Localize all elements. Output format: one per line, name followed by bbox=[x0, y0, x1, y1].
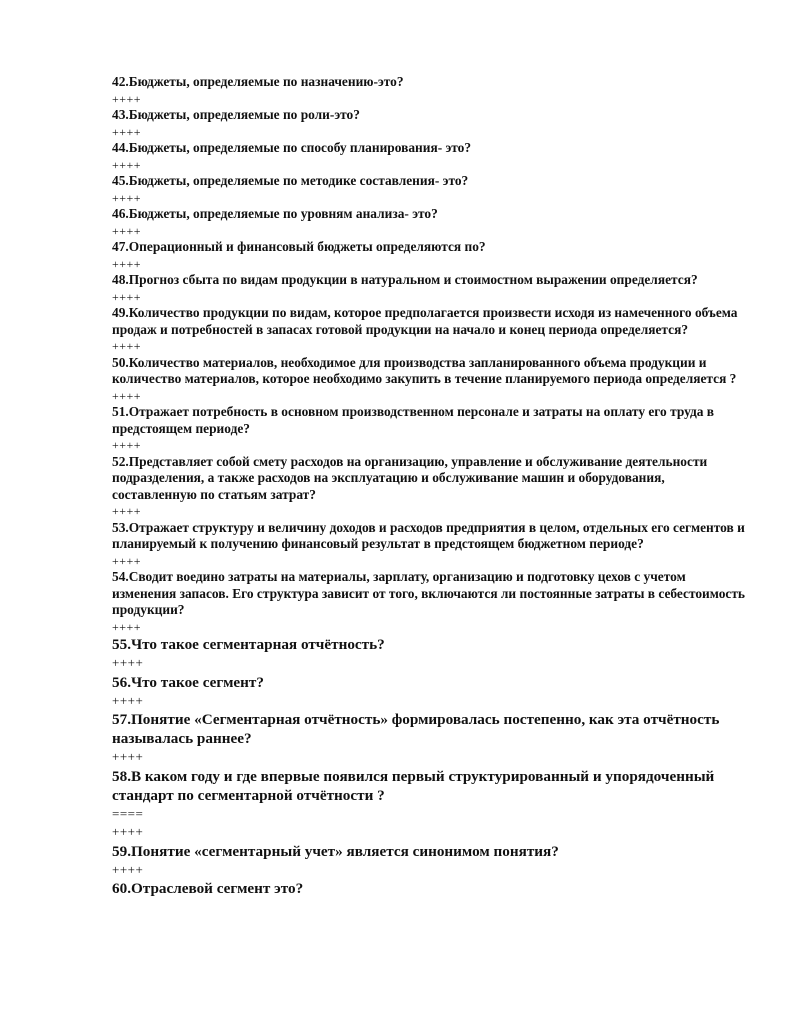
answer-marker: ++++ bbox=[112, 619, 142, 634]
answer-marker: ++++ bbox=[112, 692, 144, 708]
answer-marker: ++++ bbox=[112, 339, 142, 353]
question-60: 60.Отраслевой сегмент это? bbox=[112, 880, 304, 897]
answer-marker: ++++ bbox=[112, 824, 144, 839]
question-55: 55.Что такое сегментарная отчётность? bbox=[112, 636, 385, 653]
question-43: 43.Бюджеты, определяемые по роли-это? bbox=[112, 107, 360, 122]
question-53: 53.Отражает структуру и величину доходов и расходов предприятия в целом, отдельных его сегментов и планируемый к получению финансовый результат в предстоящем бюджетном периоде? bbox=[112, 519, 745, 551]
question-42: 42.Бюджеты, определяемые по назначению-это? bbox=[112, 74, 404, 89]
question-58: 58.В каком году и где впервые появился первый структурированный и упорядоченный стандарт по сегментарной отчётности ? bbox=[112, 767, 715, 804]
answer-marker: ++++ bbox=[112, 157, 142, 172]
answer-marker: ++++ bbox=[112, 861, 144, 877]
question-49: 49.Количество продукции по видам, которое предполагается произвести исходя из намеченного объема продаж и потребностей в запасах готовой продукции на начало и конец периода определяется? bbox=[112, 305, 738, 337]
question-52: 52.Представляет собой смету расходов на организацию, управление и обслуживание деятельности подразделения, а также расходов на эксплуатацию и обслуживание машин и оборудования, составленную по статьям затрат? bbox=[112, 453, 708, 502]
question-54: 54.Сводит воедино затраты на материалы, зарплату, организацию и подготовку цехов с учетом изменения запасов. Его структура зависит от того, включаются ли постоянные затраты в себестоимость продукции? bbox=[112, 569, 746, 617]
question-44: 44.Бюджеты, определяемые по способу планирования- это? bbox=[112, 140, 472, 155]
answer-marker: ++++ bbox=[112, 504, 142, 518]
answer-marker: ++++ bbox=[112, 289, 142, 304]
answer-marker: ++++ bbox=[112, 388, 142, 403]
answer-marker: ++++ bbox=[112, 190, 142, 205]
answer-marker: ++++ bbox=[112, 553, 142, 568]
answer-marker: ++++ bbox=[112, 749, 144, 764]
answer-marker: ++++ bbox=[112, 124, 142, 139]
answer-marker: ++++ bbox=[112, 655, 144, 670]
separator-marker: ==== bbox=[112, 805, 144, 821]
question-45: 45.Бюджеты, определяемые по методике составления- это? bbox=[112, 173, 469, 188]
question-50: 50.Количество материалов, необходимое для производства запланированного объема продукции и количество материалов, которое необходимо закупить в течение планируемого периода определяется ? bbox=[112, 354, 737, 386]
question-48: 48.Прогноз сбыта по видам продукции в натуральном и стоимостном выражении определяется? bbox=[112, 272, 698, 287]
question-47: 47.Операционный и финансовый бюджеты определяются по? bbox=[112, 239, 486, 254]
question-59: 59.Понятие «сегментарный учет» является синонимом понятия? bbox=[112, 842, 559, 860]
answer-marker: ++++ bbox=[112, 256, 142, 271]
question-46: 46.Бюджеты, определяемые по уровням анализа- это? bbox=[112, 206, 438, 221]
answer-marker: ++++ bbox=[112, 223, 142, 238]
question-57: 57.Понятие «Сегментарная отчётность» формировалась постепенно, как эта отчётность называлась раннее? bbox=[112, 711, 720, 747]
question-56: 56.Что такое сегмент? bbox=[112, 673, 264, 691]
answer-marker: ++++ bbox=[112, 438, 142, 452]
answer-marker: ++++ bbox=[112, 91, 142, 106]
question-51: 51.Отражает потребность в основном производственном персонале и затраты на оплату его труда в предстоящем периоде? bbox=[112, 404, 715, 436]
